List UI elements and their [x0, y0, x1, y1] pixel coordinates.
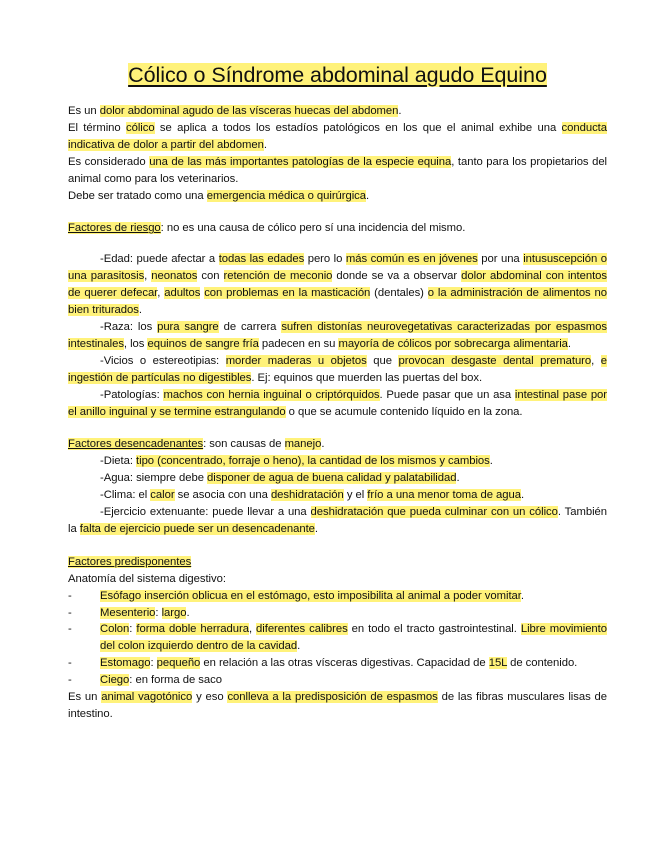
list-item	[68, 672, 607, 689]
risk-factor-paragraph	[68, 387, 607, 421]
closing-paragraph	[68, 689, 607, 723]
highlighted-text: machos con hernia inguinal o criptórquidos	[163, 388, 380, 401]
triggering-factor-paragraph	[68, 453, 607, 470]
highlighted-text: largo	[161, 606, 187, 619]
risk-factors-section	[68, 220, 607, 420]
text-run: se asocia con una	[174, 489, 271, 502]
triggering-factor-paragraph	[68, 504, 607, 538]
text-run: .	[186, 606, 190, 619]
predisposing-factors-section	[68, 554, 607, 723]
text-run: . Ej: equinos que muerden las puertas del box.	[251, 371, 483, 384]
text-run: -Vicios o estereotipias:	[100, 354, 226, 367]
highlighted-text: intestinal pase por el anillo inguinal y se termine estrangulando	[68, 388, 608, 418]
text-run: Es un	[68, 691, 102, 704]
anatomy-list	[68, 588, 607, 689]
text-run: padecen en su	[258, 337, 339, 350]
text-run: y eso	[192, 691, 228, 704]
anatomy-heading	[68, 571, 607, 588]
highlighted-text: morder maderas u objetos	[225, 354, 367, 367]
highlighted-text: tipo (concentrado, forraje o heno), la cantidad de los mismos y cambios	[136, 455, 490, 468]
highlighted-text: conducta indicativa de dolor a partir del abdomen	[68, 121, 607, 151]
text-run: -Dieta:	[100, 455, 137, 468]
text-run: .	[567, 337, 572, 350]
bullet-dash: -	[68, 606, 72, 619]
highlighted-text: deshidratación que pueda culminar con un cólico	[310, 506, 558, 519]
highlighted-text: emergencia médica o quirúrgica	[206, 189, 366, 202]
text-run: : en forma de saco	[129, 674, 222, 687]
highlighted-text: disponer de agua de buena calidad y palatabilidad	[207, 472, 457, 485]
text-run: -Edad: puede afectar a	[100, 253, 219, 266]
highlighted-text: retención de meconio	[223, 270, 333, 283]
highlighted-text: conlleva a la predisposición de espasmos	[227, 691, 438, 704]
text-run: ,	[157, 287, 165, 300]
triggering-factors-heading	[68, 436, 607, 453]
highlighted-text: 15L	[488, 657, 507, 670]
list-item	[68, 588, 607, 605]
highlighted-text: dolor abdominal con intentos de querer defecar	[68, 270, 607, 300]
highlighted-text: neonatos	[151, 270, 198, 283]
text-run: .	[456, 472, 460, 485]
text-run: .	[398, 105, 402, 117]
text-run: Es un	[68, 105, 100, 117]
text-run: .	[263, 138, 267, 151]
text-run: , tanto para los propietarios del animal como para los veterinarios.	[68, 155, 608, 185]
text-run: :	[129, 623, 137, 636]
highlighted-text: diferentes calibres	[256, 623, 348, 636]
text-run: ,	[144, 270, 152, 283]
risk-factor-paragraph	[68, 353, 607, 387]
text-run: . Puede pasar que un asa	[379, 388, 515, 401]
text-run: . También la	[68, 506, 607, 535]
text-run: El término	[68, 121, 126, 134]
highlighted-text: Factores de riesgo	[68, 222, 161, 235]
intro-paragraph	[68, 154, 607, 188]
highlighted-text: una de las más importantes patologías de la especie equina	[149, 155, 452, 168]
highlighted-text: equinos de sangre fría	[147, 337, 259, 350]
text-run: en relación a las otras vísceras digestivas. Capacidad de	[200, 657, 489, 670]
text-run: .	[520, 589, 524, 602]
intro-paragraph	[68, 120, 607, 154]
text-run: con	[197, 270, 224, 283]
text-run: o que se acumule contenido líquido en la zona.	[285, 405, 523, 418]
triggering-factor-paragraph	[68, 470, 607, 487]
text-run: .	[297, 640, 301, 653]
text-run: .	[138, 304, 142, 317]
text-run: por una	[477, 253, 524, 266]
highlighted-text: Mesenterio	[100, 606, 156, 619]
text-run: y el	[343, 489, 368, 502]
text-run: :	[155, 606, 162, 619]
text-run: -Clima: el	[100, 489, 151, 502]
text-run: , los	[123, 337, 148, 350]
text-run: de las fibras musculares lisas de intestino.	[68, 691, 607, 720]
text-run: (dentales)	[370, 287, 428, 300]
risk-factors-heading	[68, 220, 607, 237]
highlighted-text: calor	[150, 489, 175, 502]
risk-factor-paragraph	[68, 319, 607, 353]
text-run: .	[366, 189, 370, 202]
highlighted-text: Factores predisponentes	[68, 555, 192, 568]
highlighted-text: e ingestión de partículas no digestibles	[68, 354, 607, 384]
highlighted-text: sufren distonías neurovegetativas caracterizadas por espasmos intestinales	[68, 320, 607, 350]
highlighted-text: adultos	[164, 287, 201, 300]
triggering-factor-paragraph	[68, 487, 607, 504]
highlighted-text: mayoría de cólicos por sobrecarga alimentaria	[338, 337, 568, 350]
list-item	[68, 621, 607, 655]
text-run: de contenido.	[507, 657, 578, 670]
page-title: Cólico o Síndrome abdominal agudo Equino	[128, 63, 547, 87]
highlighted-text: deshidratación	[270, 489, 344, 502]
bullet-dash: -	[68, 657, 72, 670]
highlighted-text: más común es en jóvenes	[345, 253, 478, 266]
triggering-factors-section	[68, 436, 607, 537]
highlighted-text: provocan desgaste dental prematuro	[398, 354, 592, 367]
intro-section	[68, 103, 607, 204]
highlighted-text: con problemas en la masticación	[204, 287, 371, 300]
text-run: : son causas de	[203, 438, 285, 451]
highlighted-text: animal vagotónico	[101, 691, 193, 704]
text-run: -Raza: los	[100, 320, 158, 333]
highlighted-text: falta de ejercicio puede ser un desencadenante	[79, 522, 315, 535]
text-run: ,	[591, 354, 601, 367]
text-run: -Patologías:	[100, 388, 164, 401]
highlighted-text: Colon	[100, 623, 130, 636]
bullet-dash: -	[68, 674, 72, 687]
text-run: donde se va a observar	[332, 270, 462, 283]
predisposing-factors-heading	[68, 554, 607, 571]
highlighted-text: frío a una menor toma de agua	[367, 489, 521, 502]
text-run: .	[314, 522, 318, 535]
highlighted-text: Ciego	[100, 674, 130, 687]
text-run: -Ejercicio extenuante: puede llevar a una	[100, 506, 311, 519]
text-run: en todo el tracto gastrointestinal.	[347, 623, 521, 636]
highlighted-text: Libre movimiento del colon izquierdo dentro de la cavidad	[100, 623, 607, 653]
highlighted-text: o la administración de alimentos no bien triturados	[68, 287, 607, 317]
text-run: : no es una causa de cólico pero sí una incidencia del mismo.	[160, 222, 466, 235]
highlighted-text: forma doble herradura	[136, 623, 249, 636]
bullet-dash: -	[68, 589, 72, 602]
list-item	[68, 655, 607, 672]
list-item	[68, 605, 607, 622]
risk-factor-paragraph	[68, 251, 607, 319]
text-run: :	[150, 657, 157, 670]
highlighted-text: manejo	[284, 438, 322, 451]
text-run: .	[321, 438, 325, 451]
text-run: Anatomía del sistema digestivo:	[68, 572, 226, 585]
highlighted-text: Estomago	[100, 657, 151, 670]
text-run: Es considerado	[68, 155, 150, 168]
text-run: pero lo	[304, 253, 346, 266]
highlighted-text: cólico	[125, 121, 155, 134]
text-run: se aplica a todos los estadíos patológicos en los que el animal exhibe una	[154, 121, 562, 134]
text-run: .	[489, 455, 493, 468]
text-run: .	[520, 489, 525, 502]
text-run: que	[366, 354, 399, 367]
highlighted-text: Esófago inserción oblicua en el estómago, esto imposibilita al animal a poder vomitar	[100, 589, 521, 602]
highlighted-text: pequeño	[156, 657, 201, 670]
intro-paragraph	[68, 188, 607, 205]
highlighted-text: todas las edades	[218, 253, 305, 266]
bullet-dash: -	[68, 623, 72, 636]
highlighted-text: Factores desencadenantes	[68, 438, 204, 451]
highlighted-text: pura sangre	[157, 320, 219, 333]
highlighted-text: intususcepción o una parasitosis	[68, 253, 607, 283]
text-run: Debe ser tratado como una	[68, 189, 207, 202]
text-run: -Agua: siempre debe	[100, 472, 208, 485]
text-run: ,	[248, 623, 257, 636]
highlighted-text: dolor abdominal agudo de las vísceras huecas del abdomen	[99, 105, 399, 117]
text-run: de carrera	[218, 320, 282, 333]
intro-paragraph	[68, 103, 607, 120]
